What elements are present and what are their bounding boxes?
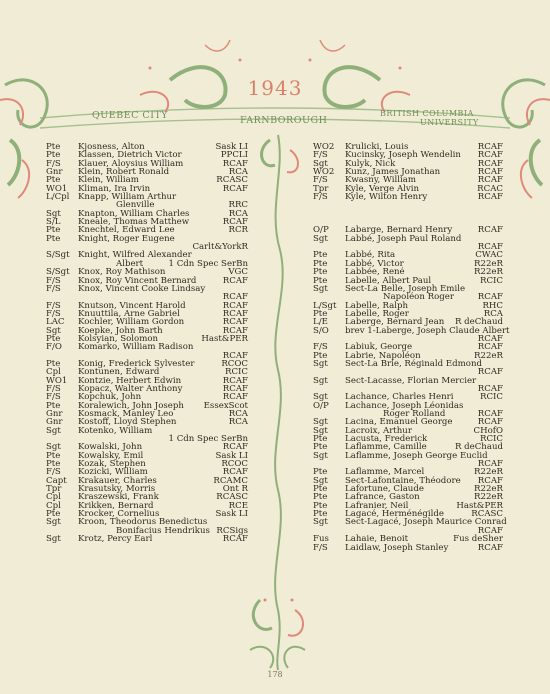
entry-name: Lafranier, Neil bbox=[345, 500, 409, 511]
entry-rank: Pte bbox=[46, 233, 61, 244]
entry-unit: RCAF bbox=[222, 308, 248, 319]
entry-rank: F/S bbox=[46, 275, 61, 286]
entry-rank: Sgt bbox=[46, 208, 61, 219]
entry-rank: F/S bbox=[46, 467, 61, 478]
entry-name: Kjosness, Alton bbox=[78, 142, 145, 152]
name-entry bbox=[313, 210, 503, 218]
entry-rank: Gnr bbox=[46, 167, 63, 178]
entry-rank: Pte bbox=[313, 308, 328, 319]
entry-rank: Pte bbox=[313, 350, 328, 361]
entry-rank: Cpl bbox=[46, 500, 61, 511]
page-number: 178 bbox=[267, 670, 283, 679]
year-heading: 1943 bbox=[247, 76, 303, 100]
entry-name: Labelle, Albert Paul bbox=[345, 275, 432, 286]
entry-rank: LAC bbox=[46, 317, 65, 328]
entry-unit: 1 Cdn Spec SerBn bbox=[168, 258, 248, 269]
entry-name: Lahaie, Benoit bbox=[345, 534, 409, 545]
entry-rank: L/E bbox=[313, 317, 328, 328]
entry-rank: F/O bbox=[46, 342, 62, 353]
entry-unit: EssexScot bbox=[203, 400, 248, 411]
entry-name: Knox, Roy Mathison bbox=[78, 267, 166, 278]
entry-name: Krotz, Percy Earl bbox=[78, 534, 153, 545]
entry-rank: F/S bbox=[46, 158, 61, 169]
entry-name: Kontzie, Herbert Edwin bbox=[78, 375, 182, 386]
entry-rank: Pte bbox=[313, 258, 328, 269]
entry-rank: S/Sgt bbox=[46, 267, 70, 278]
entry-rank: Cpl bbox=[46, 367, 61, 378]
entry-name: Kliman, Ira Irvin bbox=[78, 183, 151, 194]
entry-name: Kyle, Verge Alvin bbox=[345, 183, 420, 194]
name-entry bbox=[313, 325, 510, 336]
banner-right-text-line1: BRITISH COLUMBIA bbox=[380, 109, 474, 118]
entry-name: Krocker, Cornelius bbox=[78, 509, 160, 520]
entry-rank: Sgt bbox=[46, 325, 61, 336]
entry-name: Klauer, Aloysius William bbox=[78, 158, 184, 169]
entry-rank: Pte bbox=[313, 500, 328, 511]
entry-unit: RCAF bbox=[477, 383, 503, 394]
entry-rank: WO1 bbox=[46, 183, 68, 194]
entry-name: Laflamme, Marcel bbox=[345, 467, 425, 478]
entry-unit: R22eR bbox=[474, 492, 503, 503]
entry-unit: RCAF bbox=[222, 392, 248, 403]
entry-name: Labbée, René bbox=[345, 267, 405, 278]
name-entry bbox=[313, 193, 503, 201]
entry-unit: RCAF bbox=[222, 442, 248, 453]
entry-rank: Pte bbox=[46, 150, 61, 161]
entry-name: Kwasny, William bbox=[345, 175, 416, 186]
entry-rank: Pte bbox=[313, 434, 328, 445]
name-entry bbox=[313, 544, 503, 552]
name-entry bbox=[313, 201, 503, 209]
entry-name: Labrie, Napoléon bbox=[345, 350, 421, 361]
entry-unit: 1 Cdn Spec SerBn bbox=[168, 434, 248, 445]
entry-name: Kozak, Stephen bbox=[78, 459, 146, 470]
name-entry bbox=[313, 235, 503, 243]
entry-name: Komarko, William Radison bbox=[78, 342, 194, 353]
entry-unit: RCA bbox=[228, 409, 248, 419]
entry-rank: L/Cpl bbox=[46, 192, 70, 203]
entry-unit: CWAC bbox=[475, 250, 503, 261]
name-entry bbox=[313, 360, 503, 368]
entry-name: Lacina, Emanuel George bbox=[345, 417, 453, 428]
entry-rank: WO2 bbox=[313, 167, 335, 178]
entry-unit: RCIC bbox=[479, 275, 503, 286]
entry-rank: F/S bbox=[313, 342, 328, 353]
entry-unit: RCAF bbox=[222, 300, 248, 311]
entry-name: Klein, William bbox=[78, 175, 139, 186]
entry-rank: Pte bbox=[313, 275, 328, 286]
entry-name: Kyle, Wilton Henry bbox=[345, 192, 428, 203]
name-entry bbox=[46, 385, 248, 393]
entry-unit: Ont R bbox=[222, 484, 248, 495]
entry-unit: R deChaud bbox=[454, 317, 503, 328]
entry-rank: Sgt bbox=[46, 425, 61, 436]
entry-unit: Fus deSher bbox=[453, 534, 503, 545]
entry-rank: S/Sgt bbox=[46, 250, 70, 261]
entry-unit: RCIC bbox=[479, 434, 503, 445]
entry-rank: Gnr bbox=[46, 417, 63, 428]
entry-rank: Pte bbox=[46, 358, 61, 369]
entry-rank: Tpr bbox=[313, 183, 329, 194]
entry-name: Bonifacius Hendrikus bbox=[116, 525, 210, 536]
entry-rank: Pte bbox=[313, 267, 328, 278]
entry-rank: Sgt bbox=[313, 358, 328, 369]
entry-name: Kneale, Thomas Matthew bbox=[78, 217, 190, 228]
entry-name: Krasutsky, Morris bbox=[78, 484, 156, 495]
entry-unit: RCA bbox=[228, 417, 248, 428]
entry-unit: RCOC bbox=[221, 358, 248, 369]
entry-rank: Cpl bbox=[46, 492, 61, 503]
entry-unit: R22eR bbox=[474, 350, 503, 361]
entry-unit: RCAF bbox=[477, 158, 503, 169]
entry-rank: Tpr bbox=[46, 484, 62, 495]
entry-unit: RCAF bbox=[477, 142, 503, 152]
entry-rank: L/Sgt bbox=[313, 300, 337, 311]
entry-name: brev 1-Laberge, Joseph Claude Albert bbox=[345, 325, 510, 336]
entry-rank: F/S bbox=[313, 192, 328, 203]
entry-unit: RCSigs bbox=[216, 525, 248, 536]
entry-name: Kowalski, John bbox=[78, 442, 143, 453]
entry-unit: R22eR bbox=[474, 258, 503, 269]
entry-unit: RCA bbox=[483, 308, 503, 319]
entry-name: Lafortune, Claude bbox=[345, 484, 424, 495]
entry-name: Kroon, Theodorus Benedictus bbox=[78, 517, 208, 528]
entry-unit: RCAF bbox=[222, 158, 248, 169]
entry-name: Labbé, Rita bbox=[345, 250, 396, 261]
entry-unit: RCOC bbox=[221, 459, 248, 470]
entry-name: Albert bbox=[116, 258, 144, 269]
entry-name: Konig, Frederick Sylvester bbox=[78, 358, 195, 369]
entry-name: Labbé, Joseph Paul Roland bbox=[345, 233, 462, 244]
entry-unit: RCAF bbox=[222, 183, 248, 194]
entry-name: Knox, Vincent Cooke Lindsay bbox=[78, 283, 206, 294]
banner-center-text: FARNBOROUGH bbox=[240, 115, 328, 126]
entry-unit: RCAF bbox=[477, 459, 503, 470]
name-entry bbox=[46, 452, 248, 460]
entry-name: Lafrance, Gaston bbox=[345, 492, 420, 503]
entry-unit: RCAF bbox=[477, 417, 503, 428]
entry-name: Lagacé, Herménégilde bbox=[345, 509, 444, 520]
entry-unit: R deChaud bbox=[454, 442, 503, 453]
entry-unit: RCASC bbox=[471, 509, 503, 520]
entry-unit: RCAF bbox=[477, 409, 503, 419]
right-name-column bbox=[313, 142, 510, 553]
entry-name: Laberge, Bernard Jean bbox=[345, 317, 445, 328]
entry-rank: O/P bbox=[313, 225, 329, 236]
entry-name: Knapp, William Arthur bbox=[78, 192, 177, 203]
entry-unit: RCAF bbox=[477, 333, 503, 344]
entry-unit: RCIC bbox=[224, 367, 248, 378]
entry-unit: RCAF bbox=[222, 534, 248, 545]
entry-name: Klassen, Dietrich Victor bbox=[78, 150, 182, 161]
entry-name: Roger Rolland bbox=[383, 409, 446, 419]
entry-rank: Pte bbox=[313, 250, 328, 261]
entry-unit: RHC bbox=[482, 300, 503, 311]
name-entry bbox=[313, 517, 507, 528]
entry-rank: Sgt bbox=[313, 375, 328, 386]
entry-name: Sect-La Brie, Réginald Edmond bbox=[345, 358, 483, 369]
entry-rank: Gnr bbox=[46, 409, 63, 419]
entry-rank: Sgt bbox=[46, 517, 61, 528]
entry-rank: Pte bbox=[313, 467, 328, 478]
name-entry bbox=[46, 435, 248, 443]
entry-name: Labbé, Victor bbox=[345, 258, 404, 269]
left-name-column bbox=[46, 143, 248, 544]
entry-rank: F/S bbox=[46, 383, 61, 394]
entry-name: Kulyk, Nick bbox=[345, 158, 396, 169]
name-entry bbox=[46, 343, 248, 351]
entry-name: Kopacz, Walter Anthony bbox=[78, 383, 183, 394]
entry-unit: RCAF bbox=[477, 525, 503, 536]
entry-name: Kowalsky, Emil bbox=[78, 450, 144, 461]
entry-unit: R22eR bbox=[474, 484, 503, 495]
entry-rank: WO1 bbox=[46, 375, 68, 386]
entry-unit: RCAMC bbox=[213, 475, 248, 486]
entry-rank: F/S bbox=[46, 300, 61, 311]
entry-rank: Pte bbox=[313, 509, 328, 520]
entry-unit: RCAF bbox=[477, 475, 503, 486]
entry-unit: RCAF bbox=[477, 175, 503, 186]
entry-unit: R22eR bbox=[474, 267, 503, 278]
entry-rank: Sgt bbox=[46, 534, 61, 545]
entry-rank: Pte bbox=[46, 175, 61, 186]
entry-name: Kochler, William Gordon bbox=[78, 317, 185, 328]
entry-rank: Sgt bbox=[313, 283, 328, 294]
entry-unit: R22eR bbox=[474, 467, 503, 478]
entry-unit: Hast&PER bbox=[201, 333, 248, 344]
entry-name: Koepke, John Barth bbox=[78, 325, 163, 336]
entry-rank: Sgt bbox=[313, 233, 328, 244]
entry-name: Lachance, Joseph Léonidas bbox=[345, 400, 464, 411]
entry-rank: Sgt bbox=[313, 158, 328, 169]
entry-name: Labelle, Roger bbox=[345, 308, 409, 319]
entry-name: Knechtel, Edward Lee bbox=[78, 225, 175, 236]
entry-rank: Pte bbox=[313, 484, 328, 495]
entry-unit: VGC bbox=[228, 267, 248, 278]
entry-unit: RCAF bbox=[477, 367, 503, 378]
entry-unit: RCAF bbox=[222, 275, 248, 286]
entry-unit: RCR bbox=[228, 225, 248, 236]
entry-rank: Sgt bbox=[313, 392, 328, 403]
entry-name: Krikken, Bernard bbox=[78, 500, 154, 511]
entry-name: Labiuk, George bbox=[345, 342, 413, 353]
entry-name: Klein, Robert Ronald bbox=[78, 167, 170, 178]
name-entry bbox=[46, 285, 248, 293]
entry-rank: Pte bbox=[313, 442, 328, 453]
entry-rank: F/S bbox=[46, 283, 61, 294]
entry-unit: RCAF bbox=[477, 342, 503, 353]
entry-rank: Sgt bbox=[313, 450, 328, 461]
entry-rank: S/L bbox=[46, 217, 61, 228]
entry-unit: RCAF bbox=[222, 383, 248, 394]
entry-rank: Pte bbox=[46, 333, 61, 344]
entry-unit: RCAF bbox=[222, 317, 248, 328]
entry-rank: Pte bbox=[46, 509, 61, 520]
entry-rank: F/S bbox=[313, 150, 328, 161]
entry-name: Kontunen, Edward bbox=[78, 367, 160, 378]
entry-unit: RCA bbox=[228, 167, 248, 178]
entry-rank: Pte bbox=[46, 459, 61, 470]
entry-rank: Sgt bbox=[46, 442, 61, 453]
entry-unit: PPCLI bbox=[220, 150, 248, 161]
entry-name: Knight, Roger Eugene bbox=[78, 233, 175, 244]
entry-rank: WO2 bbox=[313, 142, 335, 152]
entry-name: Kucinsky, Joseph Wendelin bbox=[345, 150, 461, 161]
entry-rank: Pte bbox=[46, 400, 61, 411]
name-entry bbox=[313, 452, 503, 460]
name-entry bbox=[313, 293, 503, 301]
entry-rank: Pte bbox=[46, 142, 61, 152]
entry-rank: F/S bbox=[313, 175, 328, 186]
entry-name: Napoléon Roger bbox=[383, 292, 454, 303]
entry-name: Sect-Lagacé, Joseph Maurice Conrad bbox=[345, 517, 507, 528]
entry-name: Kunz, James Jonathan bbox=[345, 167, 441, 178]
entry-name: Knutson, Vincent Harold bbox=[78, 300, 186, 311]
entry-unit: RCAF bbox=[222, 217, 248, 228]
entry-name: Kozicki, William bbox=[78, 467, 148, 478]
entry-unit: RCAF bbox=[477, 242, 503, 253]
entry-unit: Carlt&YorkR bbox=[192, 242, 248, 253]
entry-unit: RCAF bbox=[477, 192, 503, 203]
entry-rank: Sgt bbox=[313, 425, 328, 436]
entry-rank: Pte bbox=[313, 492, 328, 503]
entry-name: Koralewich, John Joseph bbox=[78, 400, 184, 411]
entry-name: Knapton, William Charles bbox=[78, 208, 190, 219]
entry-unit: RCAF bbox=[222, 350, 248, 361]
entry-unit: RCASC bbox=[216, 492, 248, 503]
entry-name: Sect-Lafontaine, Théodore bbox=[345, 475, 461, 486]
name-entry bbox=[313, 151, 503, 159]
entry-name: Knuuttila, Arne Gabriel bbox=[78, 308, 180, 319]
entry-unit: RCA bbox=[228, 208, 248, 219]
entry-rank: S/O bbox=[313, 325, 329, 336]
entry-name: Laidlaw, Joseph Stanley bbox=[345, 542, 449, 553]
entry-rank: F/S bbox=[46, 308, 61, 319]
entry-unit: Sask LI bbox=[215, 450, 248, 461]
entry-name: Knight, Wilfred Alexander bbox=[78, 250, 192, 261]
entry-rank: Fus bbox=[313, 534, 329, 545]
entry-unit: RCIC bbox=[479, 392, 503, 403]
entry-unit: CHofO bbox=[473, 425, 503, 436]
entry-unit: RCAC bbox=[477, 183, 503, 194]
entry-unit: RCAF bbox=[477, 542, 503, 553]
entry-name: Sect-Lacasse, Florian Mercier bbox=[345, 375, 477, 386]
banner-right-text-line2: UNIVERSITY bbox=[420, 118, 479, 127]
entry-name: Lacusta, Frederick bbox=[345, 434, 428, 445]
entry-unit: Sask LI bbox=[215, 509, 248, 520]
entry-rank: Sgt bbox=[313, 475, 328, 486]
entry-rank: Pte bbox=[46, 225, 61, 236]
entry-name: Laflamme, Joseph George Euclid bbox=[345, 450, 488, 461]
entry-name: Lacroix, Arthur bbox=[345, 425, 412, 436]
entry-unit: RCAF bbox=[477, 167, 503, 178]
entry-unit: RCAF bbox=[477, 292, 503, 303]
entry-unit: RCASC bbox=[216, 175, 248, 186]
name-entry bbox=[313, 377, 503, 385]
entry-name: Kopchuk, John bbox=[78, 392, 142, 403]
entry-unit: RCAF bbox=[477, 150, 503, 161]
entry-unit: Sask LI bbox=[215, 142, 248, 152]
entry-rank: Capt bbox=[46, 475, 67, 486]
entry-name: Kosmack, Manley Leo bbox=[78, 409, 174, 419]
entry-name: Kostoff, Lloyd Stephen bbox=[78, 417, 177, 428]
entry-name: Kotenko, William bbox=[78, 425, 153, 436]
entry-name: Lachance, Charles Henri bbox=[345, 392, 454, 403]
entry-name: Knox, Roy Vincent Bernard bbox=[78, 275, 197, 286]
entry-unit: RCAF bbox=[222, 467, 248, 478]
entry-rank: Pte bbox=[46, 450, 61, 461]
entry-name: Glenville bbox=[116, 200, 155, 211]
entry-rank: Sgt bbox=[313, 517, 328, 528]
entry-unit: RCE bbox=[228, 500, 248, 511]
entry-name: Laflamme, Camille bbox=[345, 442, 427, 453]
entry-rank: F/S bbox=[313, 542, 328, 553]
entry-name: Kraszewski, Frank bbox=[78, 492, 159, 503]
entry-unit: RCAF bbox=[222, 375, 248, 386]
entry-unit: Hast&PER bbox=[456, 500, 503, 511]
entry-name: Kolsyian, Solomon bbox=[78, 333, 159, 344]
entry-rank: Sgt bbox=[313, 417, 328, 428]
entry-name: Labarge, Bernard Henry bbox=[345, 225, 453, 236]
entry-name: Labelle, Ralph bbox=[345, 300, 409, 311]
entry-name: Krakauer, Charles bbox=[78, 475, 157, 486]
entry-unit: RRC bbox=[228, 200, 248, 211]
entry-rank: O/P bbox=[313, 400, 329, 411]
name-entry bbox=[46, 535, 248, 543]
entry-name: Krulicki, Louis bbox=[345, 142, 409, 152]
entry-name: Sect-La Belle, Joseph Emile bbox=[345, 283, 466, 294]
entry-unit: RCAF bbox=[222, 325, 248, 336]
entry-unit: RCAF bbox=[222, 292, 248, 303]
banner-left-text: QUEBEC CITY bbox=[92, 110, 169, 121]
entry-rank: F/S bbox=[46, 392, 61, 403]
entry-unit: RCAF bbox=[477, 225, 503, 236]
